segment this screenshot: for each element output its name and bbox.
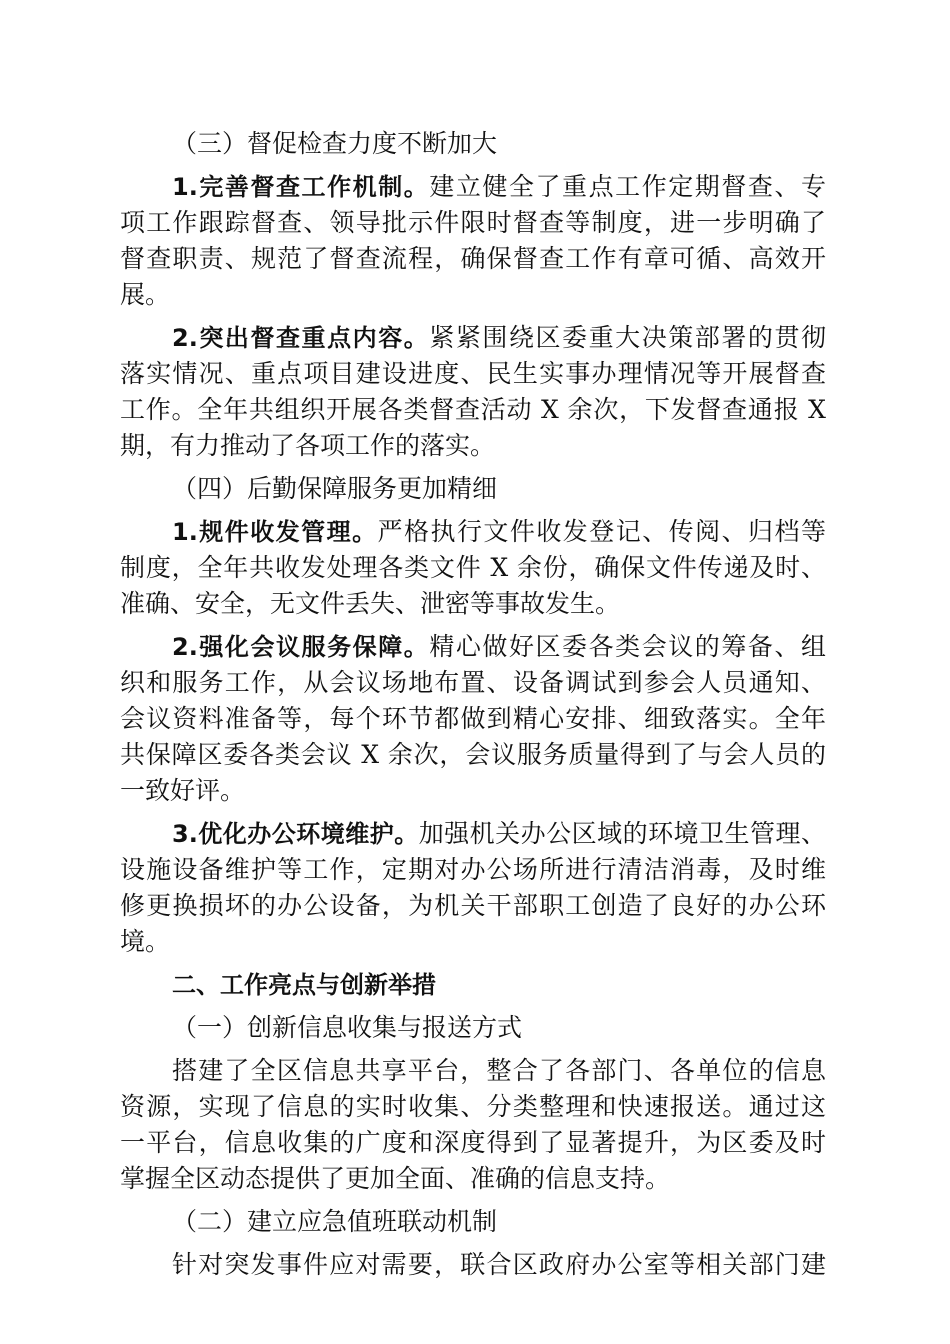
paragraph-line bbox=[120, 169, 826, 205]
section-heading-text: 二、工作亮点与创新举措 bbox=[172, 971, 436, 999]
paragraph-line: 期，有力推动了各项工作的落实。 bbox=[120, 431, 496, 460]
paragraph-line: 展。 bbox=[120, 280, 171, 309]
paragraph-line: 共保障区委各类会议 X 余次，会议服务质量得到了与会人员的 bbox=[120, 740, 826, 769]
paragraph-line: 制度，全年共收发处理各类文件 X 余份，确保文件传递及时、 bbox=[120, 553, 826, 582]
paragraph-line: 项工作跟踪督查、领导批示件限时督查等制度，进一步明确了 bbox=[120, 208, 826, 237]
subsection-heading bbox=[120, 471, 826, 507]
paragraph-line bbox=[120, 514, 826, 550]
paragraph bbox=[120, 816, 826, 960]
paragraph-lead: 2.突出督查重点内容。 bbox=[172, 324, 430, 352]
subsection-heading bbox=[120, 1204, 826, 1240]
paragraph bbox=[120, 1053, 826, 1197]
paragraph-text: 建立健全了重点工作定期督查、专 bbox=[429, 172, 826, 201]
paragraph-line: 资源，实现了信息的实时收集、分类整理和快速报送。通过这 bbox=[120, 1092, 826, 1121]
subsection-heading-text: （一）创新信息收集与报送方式 bbox=[172, 1013, 523, 1042]
paragraph-lead: 2.强化会议服务保障。 bbox=[172, 633, 430, 661]
subsection-heading bbox=[120, 126, 826, 162]
paragraph-line: 准确、安全，无文件丢失、泄密等事故发生。 bbox=[120, 589, 621, 618]
paragraph bbox=[120, 320, 826, 464]
paragraph-text: 严格执行文件收发登记、传阅、归档等 bbox=[377, 517, 826, 546]
subsection-heading bbox=[120, 1010, 826, 1046]
paragraph-line bbox=[120, 816, 826, 852]
paragraph bbox=[120, 1247, 826, 1283]
paragraph-line: 工作。全年共组织开展各类督查活动 X 余次，下发督查通报 X bbox=[120, 395, 826, 424]
paragraph bbox=[120, 514, 826, 622]
paragraph-line: 一致好评。 bbox=[120, 776, 246, 805]
subsection-heading-text: （四）后勤保障服务更加精细 bbox=[172, 474, 498, 503]
paragraph-line: 针对突发事件应对需要，联合区政府办公室等相关部门建 bbox=[172, 1250, 826, 1279]
paragraph-line bbox=[120, 629, 826, 665]
paragraph-text: 加强机关办公区域的环境卫生管理、 bbox=[418, 819, 826, 848]
paragraph-line: 一平台，信息收集的广度和深度得到了显著提升，为区委及时 bbox=[120, 1128, 826, 1157]
paragraph-lead: 1.规件收发管理。 bbox=[172, 518, 378, 546]
subsection-heading-text: （三）督促检查力度不断加大 bbox=[172, 129, 498, 158]
paragraph-line: 修更换损坏的办公设备，为机关干部职工创造了良好的办公环 bbox=[120, 891, 826, 920]
paragraph-line: 搭建了全区信息共享平台，整合了各部门、各单位的信息 bbox=[172, 1056, 826, 1085]
paragraph-line: 落实情况、重点项目建设进度、民生实事办理情况等开展督查 bbox=[120, 359, 826, 388]
section-heading bbox=[120, 967, 826, 1003]
paragraph-line: 境。 bbox=[120, 927, 171, 956]
paragraph-line bbox=[120, 320, 826, 356]
paragraph bbox=[120, 629, 826, 809]
paragraph-line: 织和服务工作，从会议场地布置、设备调试到参会人员通知、 bbox=[120, 668, 826, 697]
paragraph bbox=[120, 169, 826, 313]
paragraph-lead: 1.完善督查工作机制。 bbox=[172, 173, 430, 201]
paragraph-text: 紧紧围绕区委重大决策部署的贯彻 bbox=[429, 323, 826, 352]
paragraph-text: 精心做好区委各类会议的筹备、组 bbox=[429, 632, 826, 661]
paragraph-line: 会议资料准备等，每个环节都做到精心安排、细致落实。全年 bbox=[120, 704, 826, 733]
subsection-heading-text: （二）建立应急值班联动机制 bbox=[172, 1207, 498, 1236]
paragraph-line: 督查职责、规范了督查流程，确保督查工作有章可循、高效开 bbox=[120, 244, 826, 273]
paragraph-lead: 3.优化办公环境维护。 bbox=[172, 820, 419, 848]
paragraph-line: 掌握全区动态提供了更加全面、准确的信息支持。 bbox=[120, 1164, 671, 1193]
paragraph-line: 设施设备维护等工作，定期对办公场所进行清洁消毒，及时维 bbox=[120, 855, 826, 884]
document-page bbox=[120, 126, 826, 1283]
